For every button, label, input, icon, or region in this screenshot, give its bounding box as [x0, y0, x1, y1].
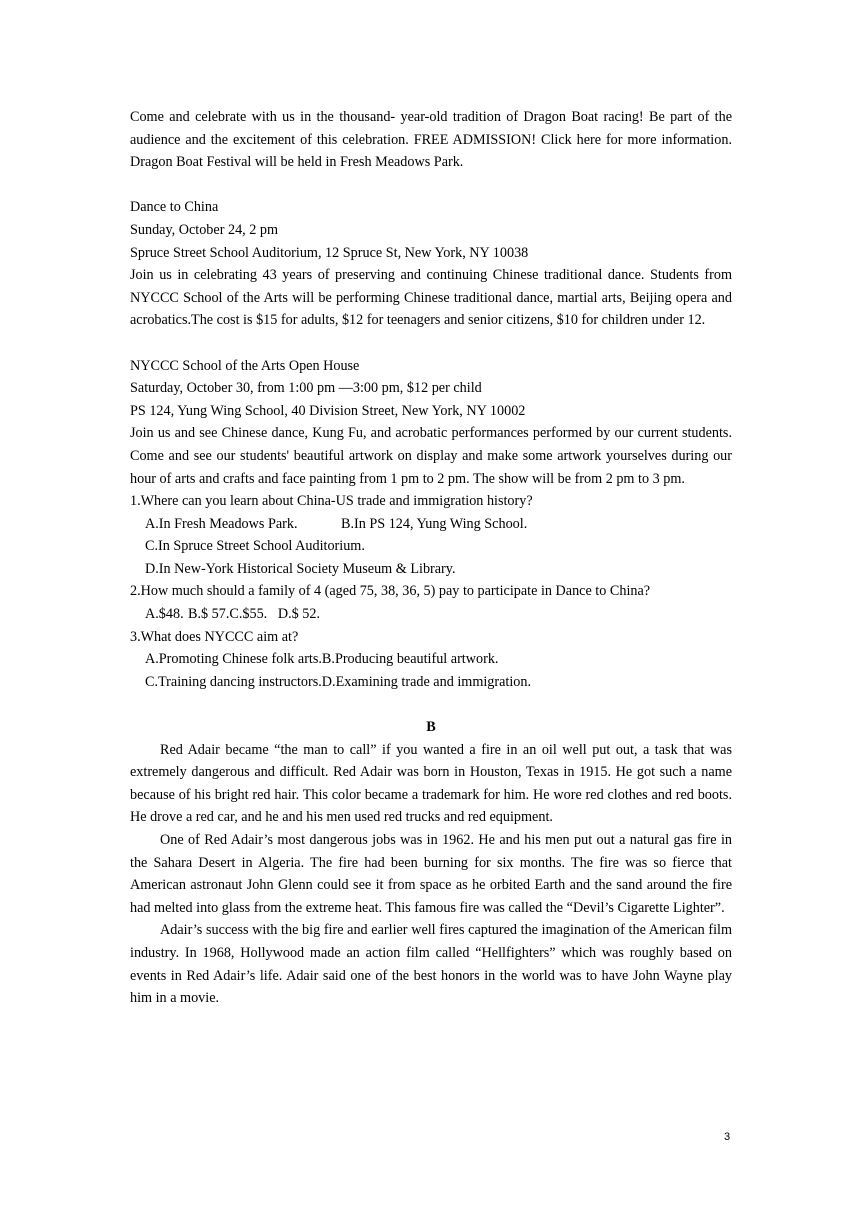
event1-date: Sunday, October 24, 2 pm	[130, 221, 279, 238]
spacer	[130, 693, 732, 716]
passage-b-paragraph-1: Red Adair became “the man to call” if you wanted a fire in an oil well put out, a task that was extremely dangerous and difficult. Red Adair was born in Houston, Texas in 1915. He got such a name because of his bright red hair. This color became a trademark for him. He wore red clothes and red boots. He drove a red car, and he and his men used red trucks and red equipment.	[130, 741, 732, 826]
option-3ab: A.Promoting Chinese folk arts.B.Producing beautiful artwork.	[145, 651, 499, 668]
question-2-options	[130, 603, 732, 626]
option-2a: A.$48.	[145, 606, 184, 623]
event1-description: Join us in celebrating 43 years of preserving and continuing Chinese traditional dance. Students from NYCCC School of the Arts will be performing Chinese traditional dance, martial arts, Beijing opera and acrobatics.The cost is $15 for adults, $12 for teenagers and senior citizens, $10 for children under 12.	[130, 267, 732, 329]
event2-date: Saturday, October 30, from 1:00 pm —3:00 pm, $12 per child	[130, 380, 482, 397]
option-1d: D.In New-York Historical Society Museum & Library.	[145, 560, 456, 577]
event2-title: NYCCC School of the Arts Open House	[130, 357, 360, 374]
option-3cd: C.Training dancing instructors.D.Examining trade and immigration.	[145, 673, 532, 690]
question-1-options-ab	[130, 513, 732, 536]
option-1b: B.In PS 124, Yung Wing School.	[341, 515, 528, 532]
passage-b-paragraph-3: Adair’s success with the big fire and earlier well fires captured the imagination of the American film industry. In 1968, Hollywood made an action film called “Hellfighters” which was roughly based on events in Red Adair’s life. Adair said one of the best honors in the world was to have John Wayne play him in a movie.	[130, 922, 732, 1007]
spacer	[130, 174, 732, 197]
event2-description: Join us and see Chinese dance, Kung Fu, and acrobatic performances performed by our current students. Come and see our students' beautiful artwork on display and make some artwork yourselves during our hour of arts and crafts and face painting from 1 pm to 2 pm. The show will be from 2 pm to 3 pm.	[130, 425, 732, 487]
section-heading: B	[426, 719, 436, 736]
question-3: 3.What does NYCCC aim at?	[130, 628, 299, 645]
event2-place: PS 124, Yung Wing School, 40 Division Street, New York, NY 10002	[130, 402, 526, 419]
event1-place: Spruce Street School Auditorium, 12 Spruce St, New York, NY 10038	[130, 244, 529, 261]
option-1c: C.In Spruce Street School Auditorium.	[145, 538, 365, 555]
option-2bcd: B.$ 57.C.$55. D.$ 52.	[188, 606, 321, 623]
question-2: 2.How much should a family of 4 (aged 75, 38, 36, 5) pay to participate in Dance to China?	[130, 583, 651, 600]
event1-title: Dance to China	[130, 199, 219, 216]
question-1: 1.Where can you learn about China-US trade and immigration history?	[130, 493, 533, 510]
passage-b-paragraph-2: One of Red Adair’s most dangerous jobs was in 1962. He and his men put out a natural gas fire in the Sahara Desert in Algeria. The fire had been burning for six months. The fire was so fierce that American astronaut John Glenn could see it from space as he orbited Earth and the sand around the fire had melted into glass from the extreme heat. This famous fire was called the “Devil’s Cigarette Lighter”.	[130, 832, 732, 916]
document-page	[130, 106, 732, 1010]
intro-paragraph: Come and celebrate with us in the thousand- year-old tradition of Dragon Boat racing! Be part of the audience and the excitement of this celebration. FREE ADMISSION! Click here for more information. Dragon Boat Festival will be held in Fresh Meadows Park.	[130, 109, 732, 171]
page-number: 3	[724, 1131, 731, 1143]
option-1a: A.In Fresh Meadows Park.	[145, 515, 298, 532]
spacer	[130, 332, 732, 355]
